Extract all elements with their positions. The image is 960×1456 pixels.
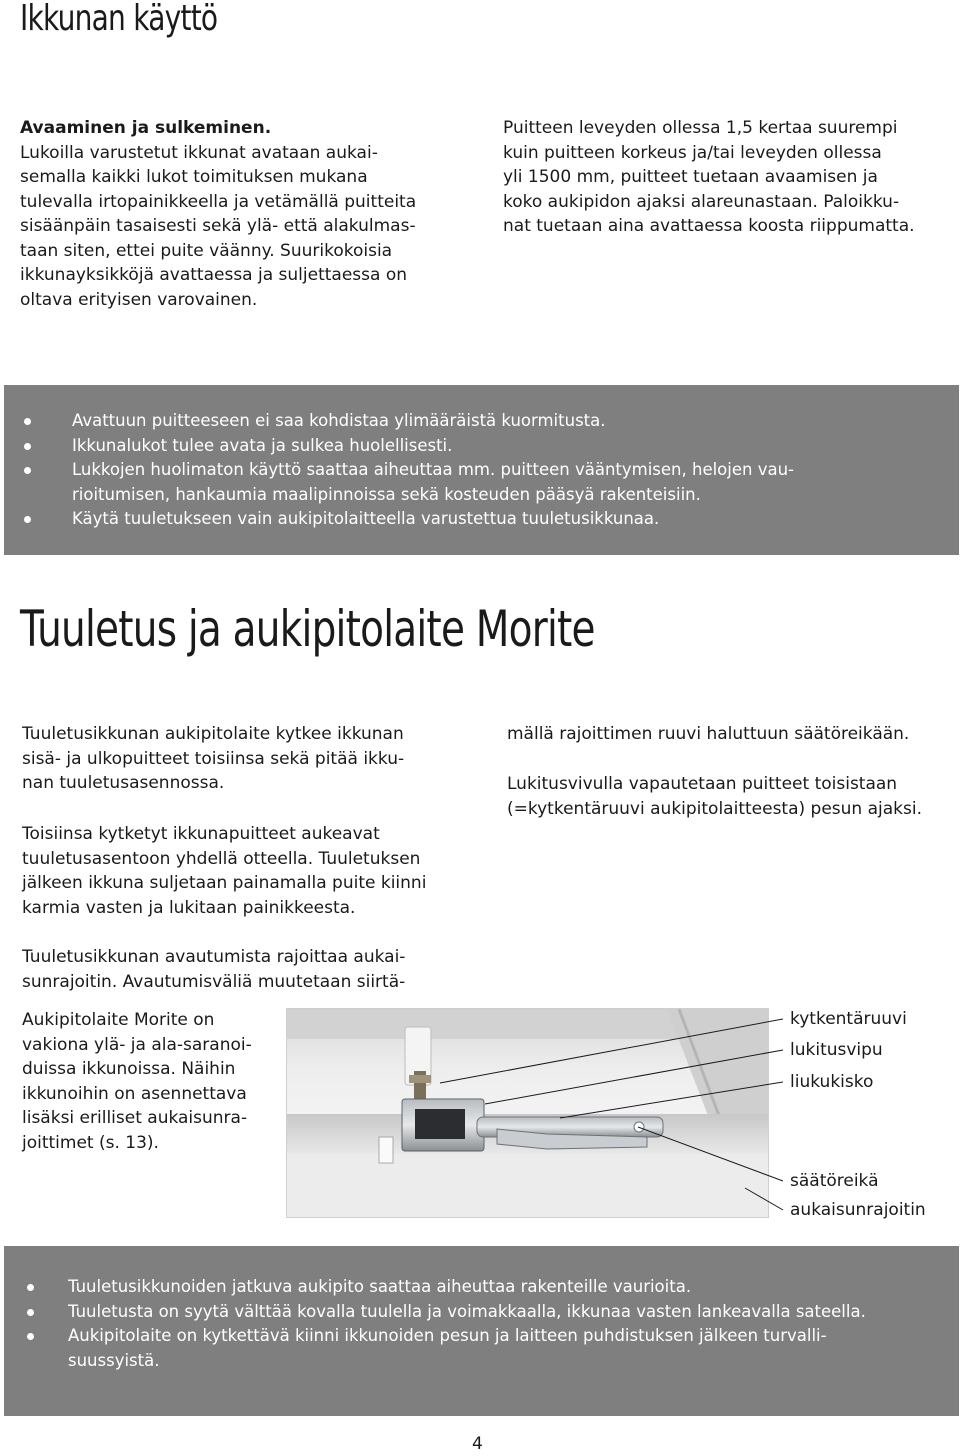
text-line: taan siten, ettei puite väänny. Suurikokoisia [20,240,393,261]
text-line: mällä rajoittimen ruuvi haluttuun säätöreikään. [507,724,910,744]
text-line: duissa ikkunoissa. Näihin [22,1059,236,1079]
list-item: Tuuletusikkunoiden jatkuva aukipito saattaa aiheuttaa rakenteille vaurioita. [68,1275,866,1300]
text-line: vakiona ylä- ja ala-saranoi- [22,1034,252,1055]
text-line: ikkunoihin on asennettava [22,1083,247,1104]
text-line: sunrajoitin. Avautumisväliä muutetaan siirtä- [22,971,406,992]
text-line: karmia vasten ja lukitaan painikkeesta. [22,897,356,918]
text-line: tulevalla irtopainikkeella ja vetämällä puitteita [20,191,417,212]
page-title: Ikkunan käyttö [20,0,218,39]
text-line: yli 1500 mm, puitteet tuetaan avaamisen ja [503,167,878,187]
callout-line [638,1127,783,1181]
list-item: Avattuun puitteeseen ei saa kohdistaa ylimääräistä kuormitusta. [72,409,794,434]
page-number: 4 [472,1434,483,1454]
text-line: sisä- ja ulkopuitteet toisiinsa sekä pitää ikku- [22,748,405,769]
text-line: lisäksi erilliset aukaisunra- [22,1108,248,1128]
text-line: oltava erityisen varovainen. [20,289,258,310]
label-opening-limiter: aukaisunrajoitin [790,1200,926,1220]
opening-closing-heading: Avaaminen ja sulkeminen. [20,118,272,138]
text-line: Aukipitolaite Morite on [22,1010,215,1030]
list-item: Ikkunalukot tulee avata ja sulkea huolellisesti. [72,434,794,459]
text-line: Toisiinsa kytketyt ikkunapuitteet aukeavat [22,824,380,844]
text-line: kuin puitteen korkeus ja/tai leveyden ollessa [503,142,882,163]
text-line: koko aukipidon ajaksi alareunastaan. Paloikku- [503,191,900,212]
text-line: semalla kaikki lukot toimituksen mukana [20,167,368,187]
text-line: joittimet (s. 13). [22,1132,159,1153]
text-line: Lukitusvivulla vapautetaan puitteet toisistaan [507,774,898,794]
list-item: Tuuletusta on syytä välttää kovalla tuulella ja voimakkaalla, ikkunaa vasten lankeavalla sateella. [68,1300,866,1325]
warning-list [68,1275,866,1373]
callout-line [560,1082,783,1118]
text-line: nan tuuletusasennossa. [22,773,225,793]
label-coupling-screw: kytkentäruuvi [790,1009,907,1029]
label-locking-lever: lukitusvipu [790,1040,883,1060]
section-title: Tuuletus ja aukipitolaite Morite [20,600,595,658]
text-line: (=kytkentäruuvi aukipitolaitteesta) pesun ajaksi. [507,798,922,819]
bullet-icon [27,1309,34,1316]
text-line: nat tuetaan aina avattaessa koosta riippumatta. [503,216,915,236]
text-line: Tuuletusikkunan avautumista rajoittaa aukai- [22,947,406,967]
label-slide-rail: liukukisko [790,1072,874,1092]
text-line: Lukoilla varustetut ikkunat avataan aukai- [20,142,378,163]
callout-line [745,1188,783,1210]
callout-line [485,1050,783,1104]
text-line: Puitteen leveyden ollessa 1,5 kertaa suurempi [503,118,898,138]
text-line: jälkeen ikkuna suljetaan painamalla puite kiinni [22,873,427,893]
warning-box-ventilation [4,1246,959,1416]
text-line: ikkunayksikköjä avattaessa ja suljettaessa on [20,265,408,285]
list-item: Lukkojen huolimaton käyttö saattaa aiheuttaa mm. puitteen vääntymisen, helojen vau- rioitumisen, hankaumia maalipinnoissa sekä kosteuden pääsyä rakenteisiin. [72,458,794,507]
list-item: Aukipitolaite on kytkettävä kiinni ikkunoiden pesun ja laitteen puhdistuksen jälkeen turvalli- suussyistä. [68,1324,866,1373]
bullet-icon [27,1284,34,1291]
text-line: Tuuletusikkunan aukipitolaite kytkee ikkunan [22,724,404,744]
callout-line [440,1019,783,1083]
text-line: sisäänpäin tasaisesti sekä ylä- että alakulmas- [20,216,416,236]
text-line: tuuletusasentoon yhdellä otteella. Tuuletuksen [22,848,421,869]
list-item: Käytä tuuletukseen vain aukipitolaitteella varustettua tuuletusikkunaa. [72,507,794,532]
bullet-icon [27,1333,34,1340]
label-adjustment-hole: säätöreikä [790,1171,879,1191]
